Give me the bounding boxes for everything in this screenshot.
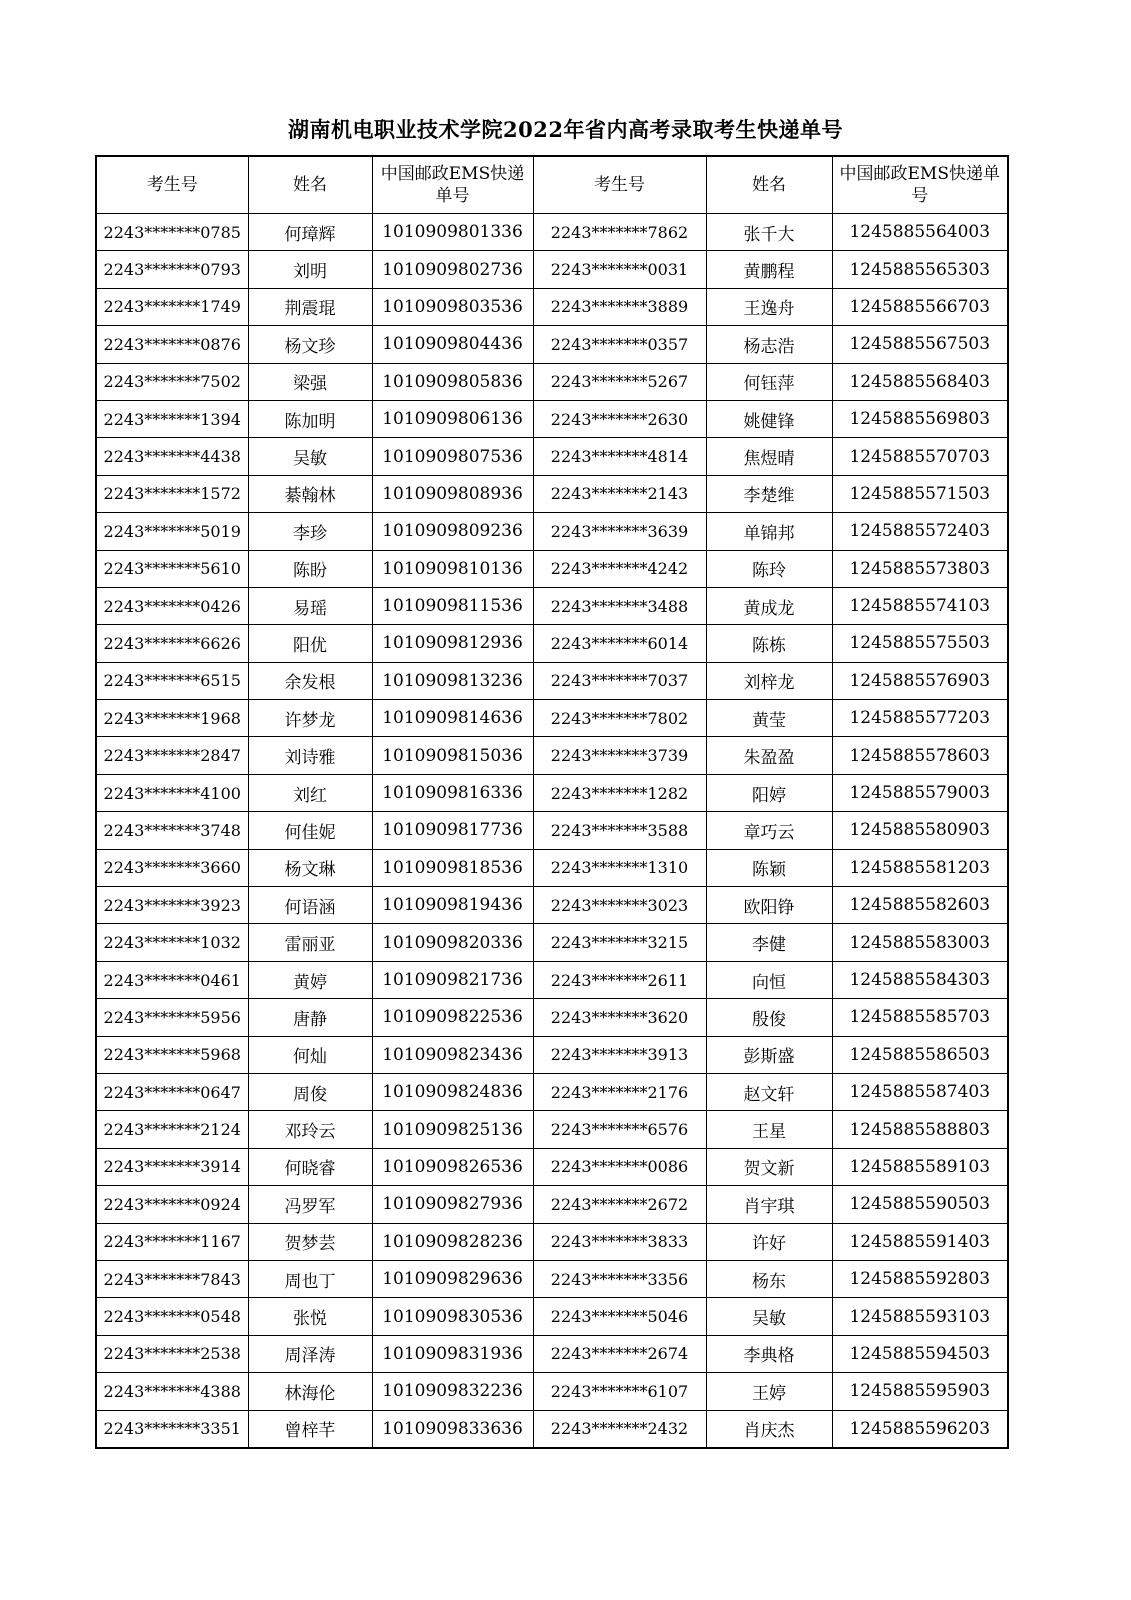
name-cell: 黄婷: [248, 961, 372, 998]
table-row: [96, 1298, 1008, 1335]
name-cell: 姚健锋: [706, 400, 832, 437]
name-cell: 赵文轩: [706, 1073, 832, 1110]
table-row: [96, 1410, 1008, 1448]
exam-number-cell: 2243*******2674: [533, 1335, 706, 1372]
name-cell: 黄莹: [706, 700, 832, 737]
ems-number-cell: 1245885574103: [832, 587, 1008, 624]
ems-number-cell: 1010909805836: [372, 363, 533, 400]
name-cell: 焦煜晴: [706, 438, 832, 475]
ems-number-cell: 1245885591403: [832, 1223, 1008, 1260]
exam-number-cell: 2243*******0647: [96, 1073, 248, 1110]
table-row: [96, 737, 1008, 774]
name-cell: 杨文琳: [248, 849, 372, 886]
table-row: [96, 363, 1008, 400]
ems-number-cell: 1010909803536: [372, 288, 533, 325]
exam-number-cell: 2243*******1167: [96, 1223, 248, 1260]
ems-number-cell: 1010909826536: [372, 1148, 533, 1185]
name-cell: 梁强: [248, 363, 372, 400]
ems-number-cell: 1010909828236: [372, 1223, 533, 1260]
exam-number-cell: 2243*******0548: [96, 1298, 248, 1335]
name-cell: 易瑶: [248, 587, 372, 624]
ems-number-cell: 1010909827936: [372, 1186, 533, 1223]
name-cell: 何璋辉: [248, 214, 372, 251]
ems-number-cell: 1010909804436: [372, 326, 533, 363]
ems-number-cell: 1010909825136: [372, 1111, 533, 1148]
exam-number-cell: 2243*******1749: [96, 288, 248, 325]
ems-number-cell: 1245885577203: [832, 700, 1008, 737]
name-cell: 彭斯盛: [706, 1036, 832, 1073]
ems-number-cell: 1010909809236: [372, 513, 533, 550]
exam-number-cell: 2243*******6576: [533, 1111, 706, 1148]
exam-number-cell: 2243*******4242: [533, 550, 706, 587]
exam-number-cell: 2243*******3833: [533, 1223, 706, 1260]
ems-number-cell: 1010909811536: [372, 587, 533, 624]
name-cell: 许梦龙: [248, 700, 372, 737]
header-ems-number: 中国邮政EMS快递单号: [372, 156, 533, 214]
exam-number-cell: 2243*******1572: [96, 475, 248, 512]
table-row: [96, 700, 1008, 737]
table-body: [96, 214, 1008, 1448]
ems-number-cell: 1245885581203: [832, 849, 1008, 886]
exam-number-cell: 2243*******5267: [533, 363, 706, 400]
name-cell: 陈颖: [706, 849, 832, 886]
name-cell: 余发根: [248, 662, 372, 699]
table-row: [96, 513, 1008, 550]
table-row: [96, 251, 1008, 288]
name-cell: 肖宇琪: [706, 1186, 832, 1223]
ems-number-cell: 1010909812936: [372, 625, 533, 662]
ems-number-cell: 1245885567503: [832, 326, 1008, 363]
name-cell: 周也丁: [248, 1260, 372, 1297]
ems-number-cell: 1010909802736: [372, 251, 533, 288]
table-row: [96, 550, 1008, 587]
name-cell: 章巧云: [706, 812, 832, 849]
exam-number-cell: 2243*******3023: [533, 887, 706, 924]
table-row: [96, 625, 1008, 662]
exam-number-cell: 2243*******1032: [96, 924, 248, 961]
name-cell: 贺梦芸: [248, 1223, 372, 1260]
name-cell: 黄鹏程: [706, 251, 832, 288]
ems-number-cell: 1245885596203: [832, 1410, 1008, 1448]
name-cell: 何灿: [248, 1036, 372, 1073]
ems-number-cell: 1010909820336: [372, 924, 533, 961]
table-row: [96, 438, 1008, 475]
ems-number-cell: 1245885585703: [832, 999, 1008, 1036]
ems-number-cell: 1010909807536: [372, 438, 533, 475]
exam-number-cell: 2243*******1968: [96, 700, 248, 737]
ems-number-cell: 1010909816336: [372, 774, 533, 811]
name-cell: 綦翰林: [248, 475, 372, 512]
header-name: 姓名: [706, 156, 832, 214]
name-cell: 吴敏: [248, 438, 372, 475]
table-row: [96, 475, 1008, 512]
ems-number-cell: 1010909813236: [372, 662, 533, 699]
table-row: [96, 1223, 1008, 1260]
ems-number-cell: 1245885572403: [832, 513, 1008, 550]
table-row: [96, 288, 1008, 325]
name-cell: 杨东: [706, 1260, 832, 1297]
exam-number-cell: 2243*******1394: [96, 400, 248, 437]
exam-number-cell: 2243*******0461: [96, 961, 248, 998]
ems-number-cell: 1245885589103: [832, 1148, 1008, 1185]
table-row: [96, 1186, 1008, 1223]
exam-number-cell: 2243*******0793: [96, 251, 248, 288]
ems-number-cell: 1010909818536: [372, 849, 533, 886]
table-row: [96, 400, 1008, 437]
exam-number-cell: 2243*******7843: [96, 1260, 248, 1297]
name-cell: 朱盈盈: [706, 737, 832, 774]
exam-number-cell: 2243*******3488: [533, 587, 706, 624]
table-row: [96, 774, 1008, 811]
table-row: [96, 326, 1008, 363]
exam-number-cell: 2243*******0086: [533, 1148, 706, 1185]
name-cell: 邓玲云: [248, 1111, 372, 1148]
name-cell: 欧阳铮: [706, 887, 832, 924]
exam-number-cell: 2243*******4438: [96, 438, 248, 475]
exam-number-cell: 2243*******1310: [533, 849, 706, 886]
name-cell: 荆震琨: [248, 288, 372, 325]
table-row: [96, 662, 1008, 699]
exam-number-cell: 2243*******7802: [533, 700, 706, 737]
ems-number-cell: 1010909823436: [372, 1036, 533, 1073]
exam-number-cell: 2243*******7037: [533, 662, 706, 699]
ems-number-cell: 1245885565303: [832, 251, 1008, 288]
name-cell: 王婷: [706, 1373, 832, 1410]
exam-number-cell: 2243*******5046: [533, 1298, 706, 1335]
table-row: [96, 1111, 1008, 1148]
name-cell: 曾梓芊: [248, 1410, 372, 1448]
ems-number-cell: 1010909821736: [372, 961, 533, 998]
exam-number-cell: 2243*******0426: [96, 587, 248, 624]
ems-number-cell: 1010909833636: [372, 1410, 533, 1448]
name-cell: 张悦: [248, 1298, 372, 1335]
table-row: [96, 587, 1008, 624]
exam-number-cell: 2243*******2538: [96, 1335, 248, 1372]
ems-number-cell: 1245885595903: [832, 1373, 1008, 1410]
ems-number-cell: 1245885579003: [832, 774, 1008, 811]
exam-number-cell: 2243*******3914: [96, 1148, 248, 1185]
name-cell: 何佳妮: [248, 812, 372, 849]
exam-number-cell: 2243*******3660: [96, 849, 248, 886]
exam-number-cell: 2243*******0357: [533, 326, 706, 363]
exam-number-cell: 2243*******4814: [533, 438, 706, 475]
exam-number-cell: 2243*******3215: [533, 924, 706, 961]
ems-number-cell: 1010909814636: [372, 700, 533, 737]
ems-number-cell: 1245885587403: [832, 1073, 1008, 1110]
ems-number-cell: 1010909808936: [372, 475, 533, 512]
ems-number-cell: 1245885582603: [832, 887, 1008, 924]
exam-number-cell: 2243*******5968: [96, 1036, 248, 1073]
exam-number-cell: 2243*******2847: [96, 737, 248, 774]
table-row: [96, 1335, 1008, 1372]
table-header: [96, 156, 1008, 214]
table-row: [96, 849, 1008, 886]
ems-number-cell: 1010909831936: [372, 1335, 533, 1372]
ems-number-cell: 1010909806136: [372, 400, 533, 437]
exam-number-cell: 2243*******2143: [533, 475, 706, 512]
exam-number-cell: 2243*******2672: [533, 1186, 706, 1223]
exam-number-cell: 2243*******3739: [533, 737, 706, 774]
name-cell: 何钰萍: [706, 363, 832, 400]
name-cell: 冯罗军: [248, 1186, 372, 1223]
exam-number-cell: 2243*******4388: [96, 1373, 248, 1410]
ems-number-cell: 1010909810136: [372, 550, 533, 587]
exam-number-cell: 2243*******7862: [533, 214, 706, 251]
table-row: [96, 1148, 1008, 1185]
name-cell: 陈玲: [706, 550, 832, 587]
ems-number-cell: 1245885590503: [832, 1186, 1008, 1223]
name-cell: 李典格: [706, 1335, 832, 1372]
ems-number-cell: 1010909824836: [372, 1073, 533, 1110]
exam-number-cell: 2243*******1282: [533, 774, 706, 811]
header-exam-number: 考生号: [96, 156, 248, 214]
ems-number-cell: 1245885568403: [832, 363, 1008, 400]
ems-number-cell: 1245885588803: [832, 1111, 1008, 1148]
ems-number-cell: 1010909817736: [372, 812, 533, 849]
table-row: [96, 961, 1008, 998]
exam-number-cell: 2243*******0031: [533, 251, 706, 288]
exam-number-cell: 2243*******2176: [533, 1073, 706, 1110]
ems-number-cell: 1245885583003: [832, 924, 1008, 961]
name-cell: 雷丽亚: [248, 924, 372, 961]
ems-number-cell: 1010909819436: [372, 887, 533, 924]
ems-number-cell: 1245885575503: [832, 625, 1008, 662]
exam-number-cell: 2243*******3923: [96, 887, 248, 924]
header-exam-number: 考生号: [533, 156, 706, 214]
ems-number-cell: 1245885571503: [832, 475, 1008, 512]
exam-number-cell: 2243*******6014: [533, 625, 706, 662]
ems-number-cell: 1245885592803: [832, 1260, 1008, 1297]
header-name: 姓名: [248, 156, 372, 214]
exam-number-cell: 2243*******6626: [96, 625, 248, 662]
exam-number-cell: 2243*******3889: [533, 288, 706, 325]
ems-number-cell: 1245885580903: [832, 812, 1008, 849]
ems-number-cell: 1245885586503: [832, 1036, 1008, 1073]
exam-number-cell: 2243*******3748: [96, 812, 248, 849]
name-cell: 贺文新: [706, 1148, 832, 1185]
table-row: [96, 887, 1008, 924]
name-cell: 周俊: [248, 1073, 372, 1110]
exam-number-cell: 2243*******0924: [96, 1186, 248, 1223]
exam-number-cell: 2243*******2124: [96, 1111, 248, 1148]
name-cell: 陈盼: [248, 550, 372, 587]
name-cell: 刘诗雅: [248, 737, 372, 774]
name-cell: 周泽涛: [248, 1335, 372, 1372]
exam-number-cell: 2243*******0876: [96, 326, 248, 363]
ems-number-cell: 1245885573803: [832, 550, 1008, 587]
ems-number-cell: 1010909822536: [372, 999, 533, 1036]
name-cell: 阳婷: [706, 774, 832, 811]
name-cell: 吴敏: [706, 1298, 832, 1335]
exam-number-cell: 2243*******3588: [533, 812, 706, 849]
name-cell: 林海伦: [248, 1373, 372, 1410]
name-cell: 李珍: [248, 513, 372, 550]
name-cell: 许好: [706, 1223, 832, 1260]
name-cell: 黄成龙: [706, 587, 832, 624]
exam-number-cell: 2243*******6107: [533, 1373, 706, 1410]
header-row: [96, 156, 1008, 214]
table-row: [96, 1036, 1008, 1073]
exam-number-cell: 2243*******4100: [96, 774, 248, 811]
exam-number-cell: 2243*******3620: [533, 999, 706, 1036]
name-cell: 何语涵: [248, 887, 372, 924]
table-row: [96, 812, 1008, 849]
exam-number-cell: 2243*******5956: [96, 999, 248, 1036]
name-cell: 向恒: [706, 961, 832, 998]
ems-number-cell: 1245885584303: [832, 961, 1008, 998]
name-cell: 张千大: [706, 214, 832, 251]
ems-number-cell: 1245885594503: [832, 1335, 1008, 1372]
exam-number-cell: 2243*******0785: [96, 214, 248, 251]
ems-number-cell: 1245885578603: [832, 737, 1008, 774]
name-cell: 杨志浩: [706, 326, 832, 363]
table-row: [96, 1373, 1008, 1410]
page-title: 湖南机电职业技术学院2022年省内高考录取考生快递单号: [288, 117, 843, 142]
ems-number-cell: 1010909815036: [372, 737, 533, 774]
name-cell: 刘红: [248, 774, 372, 811]
exam-number-cell: 2243*******2630: [533, 400, 706, 437]
name-cell: 何晓睿: [248, 1148, 372, 1185]
ems-number-cell: 1010909830536: [372, 1298, 533, 1335]
exam-number-cell: 2243*******3351: [96, 1410, 248, 1448]
name-cell: 杨文珍: [248, 326, 372, 363]
table-row: [96, 999, 1008, 1036]
name-cell: 阳优: [248, 625, 372, 662]
ems-number-cell: 1010909801336: [372, 214, 533, 251]
table-row: [96, 214, 1008, 251]
exam-number-cell: 2243*******7502: [96, 363, 248, 400]
name-cell: 王星: [706, 1111, 832, 1148]
name-cell: 殷俊: [706, 999, 832, 1036]
exam-number-cell: 2243*******3639: [533, 513, 706, 550]
exam-number-cell: 2243*******5610: [96, 550, 248, 587]
ems-number-cell: 1010909832236: [372, 1373, 533, 1410]
name-cell: 刘梓龙: [706, 662, 832, 699]
name-cell: 李健: [706, 924, 832, 961]
tracking-table: [95, 155, 1009, 1449]
ems-number-cell: 1010909829636: [372, 1260, 533, 1297]
name-cell: 陈栋: [706, 625, 832, 662]
ems-number-cell: 1245885569803: [832, 400, 1008, 437]
name-cell: 刘明: [248, 251, 372, 288]
exam-number-cell: 2243*******5019: [96, 513, 248, 550]
table-row: [96, 1260, 1008, 1297]
name-cell: 陈加明: [248, 400, 372, 437]
exam-number-cell: 2243*******2432: [533, 1410, 706, 1448]
name-cell: 单锦邦: [706, 513, 832, 550]
name-cell: 唐静: [248, 999, 372, 1036]
exam-number-cell: 2243*******6515: [96, 662, 248, 699]
name-cell: 王逸舟: [706, 288, 832, 325]
ems-number-cell: 1245885570703: [832, 438, 1008, 475]
header-ems-number: 中国邮政EMS快递单号: [832, 156, 1008, 214]
name-cell: 肖庆杰: [706, 1410, 832, 1448]
name-cell: 李楚维: [706, 475, 832, 512]
ems-number-cell: 1245885576903: [832, 662, 1008, 699]
table-row: [96, 1073, 1008, 1110]
exam-number-cell: 2243*******2611: [533, 961, 706, 998]
table-row: [96, 924, 1008, 961]
exam-number-cell: 2243*******3356: [533, 1260, 706, 1297]
ems-number-cell: 1245885566703: [832, 288, 1008, 325]
exam-number-cell: 2243*******3913: [533, 1036, 706, 1073]
ems-number-cell: 1245885593103: [832, 1298, 1008, 1335]
ems-number-cell: 1245885564003: [832, 214, 1008, 251]
